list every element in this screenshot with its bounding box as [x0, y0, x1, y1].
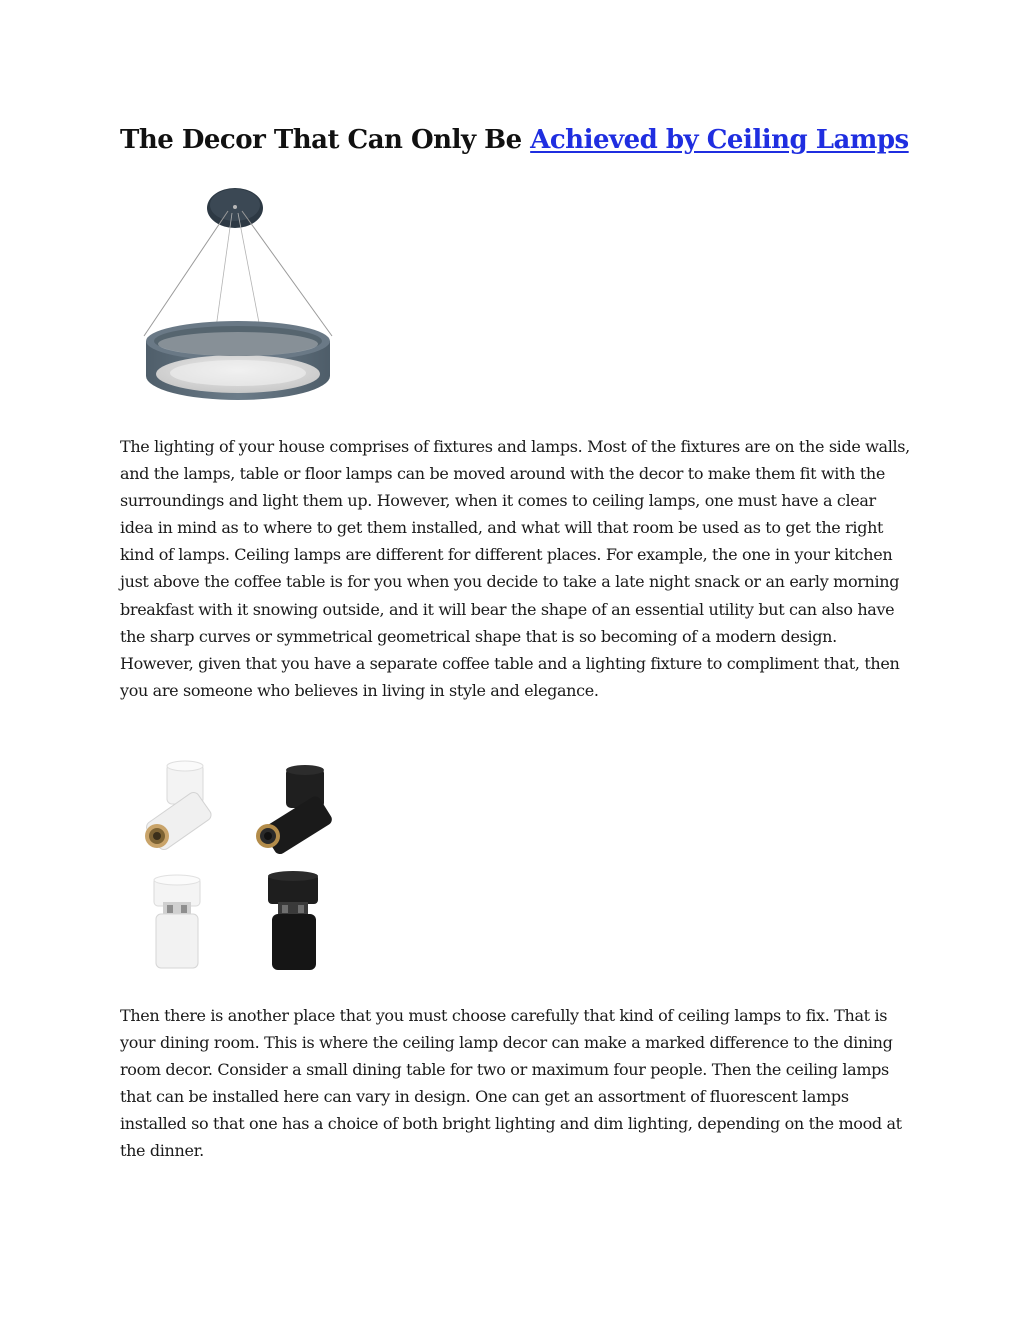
black-spotlight-angled: [256, 765, 334, 856]
paragraph-1: The lighting of your house comprises of fixtures and lamps. Most of the fixtures are on the side walls, and the lamps, table or floor lamps can be moved around with the decor to make them fit with the surroundings and light them up. However, when it comes to ceiling lamps, one must have a clear idea in mind as to where to get them installed, and what will that room be used as to get the right kind of lamps. Ceiling lamps are different for different places. For example, the one in your kitchen just above the coffee table is for you when you decide to take a late night snack or an early morning breakfast with it snowing outside, and it will bear the shape of an essential utility but can also have the sharp curves or symmetrical geometrical shape that is so becoming of a modern design. However, given that you have a separate coffee table and a lighting fixture to compliment that, then you are someone who believes in living in style and elegance.: [120, 437, 910, 700]
paragraph-2: Then there is another place that you must choose carefully that kind of ceiling lamps to fix. That is your dining room. This is where the ceiling lamp decor can make a marked difference to the dining room decor. Consider a small dining table for two or maximum four people. Then the ceiling lamps that can be installed here can vary in design. One can get an assortment of fluorescent lamps installed so that one has a choice of both bright lighting and dim lighting, depending on the mood at the dinner.: [120, 1006, 902, 1161]
ceiling-spotlights-icon: [120, 752, 360, 982]
white-spotlight-vertical: [154, 875, 200, 968]
black-spotlight-vertical: [268, 871, 318, 970]
ring-pendant-lamp-image: [120, 178, 360, 414]
white-spotlight-angled: [144, 761, 213, 852]
ring-pendant-lamp-icon: [120, 178, 360, 414]
ceiling-spotlights-image: [120, 752, 360, 982]
title-link[interactable]: Achieved by Ceiling Lamps: [530, 125, 909, 155]
title-text: The Decor That Can Only Be: [120, 125, 531, 155]
page-title: [120, 120, 920, 160]
